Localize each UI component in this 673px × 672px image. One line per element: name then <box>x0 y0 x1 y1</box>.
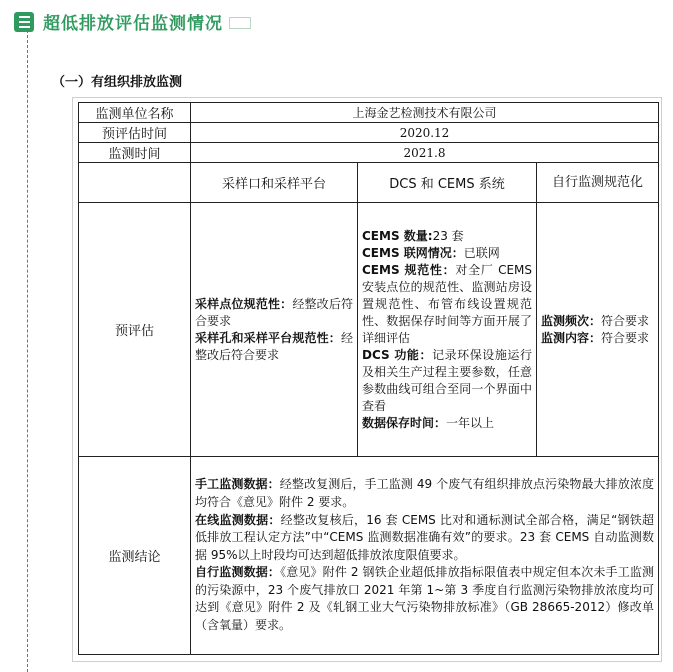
unit-value: 上海金艺检测技术有限公司 <box>191 103 659 123</box>
dcs-item-value: 一年以上 <box>446 415 495 430</box>
self-monitoring-item-value: 符合要求 <box>601 313 650 328</box>
self-monitoring-item <box>541 330 654 347</box>
conclusion-label: 监测结论 <box>79 457 191 655</box>
conclusion-paragraph <box>195 512 654 565</box>
pre-eval-time-label: 预评估时间 <box>79 123 191 143</box>
sampling-item-key: 采样孔和采样平台规范性： <box>195 330 341 345</box>
dcs-item-key: CEMS 联网情况： <box>362 245 464 260</box>
pre-eval-label: 预评估 <box>79 203 191 457</box>
dcs-cems-cell <box>358 203 537 457</box>
conclusion-cell <box>191 457 659 655</box>
col-header-sampling: 采样口和采样平台 <box>191 163 358 203</box>
conclusion-text: 经整改复核后，16 套 CEMS 比对和通标测试全部合格，满足“钢铁超低排放工程认定方法”中“CEMS 监测数据准确有效”的要求。23 套 CEMS 自动监测数据 95%以上时段均可达到超低排放浓度限值要求。 <box>195 512 655 562</box>
subsection-title: （一）有组织排放监测 <box>52 75 183 90</box>
self-monitoring-item <box>541 313 654 330</box>
title-decoration <box>229 17 251 29</box>
dcs-item-value: 对全厂 CEMS 安装点位的规范性、监测站房设置规范性、布管布线设置规范性、数据保存时间等方面开展了详细评估 <box>362 262 532 345</box>
sampling-item-value: 经整改后符合要求 <box>195 296 353 328</box>
conclusion-key: 在线监测数据： <box>195 512 281 527</box>
table-row <box>79 103 659 123</box>
table-row <box>79 203 659 457</box>
unit-label: 监测单位名称 <box>79 103 191 123</box>
dcs-item <box>362 262 532 347</box>
conclusion-text: 经整改复测后，手工监测 49 个废气有组织排放点污染物最大排放浓度均符合《意见》附件 2 要求。 <box>195 477 655 509</box>
self-monitoring-cell <box>537 203 659 457</box>
dcs-item-value: 23 套 <box>432 228 464 243</box>
sampling-item <box>195 296 353 330</box>
monitor-time-value: 2021.8 <box>191 143 659 163</box>
dcs-item-key: DCS 功能： <box>362 347 433 362</box>
self-monitoring-item-key: 监测频次： <box>541 313 602 328</box>
conclusion-paragraph <box>195 476 654 511</box>
conclusion-key: 自行监测数据： <box>195 565 281 580</box>
table-row <box>79 163 659 203</box>
dashed-guide-line <box>27 30 28 672</box>
dcs-item-key: 数据保存时间： <box>362 415 447 430</box>
section-title: 超低排放评估监测情况 <box>43 14 223 34</box>
conclusion-text: 《意见》附件 2 钢铁企业超低排放指标限值表中规定但本次未手工监测的污染源中，23 个废气排放口 2021 年第 1~第 3 季度自行监测污染物排放浓度均可达到《意见》附件 2 及《轧钢工业大气污染物排放标准》（GB 28665-2012）修改单（含氧量）要求。 <box>195 565 655 633</box>
dcs-item <box>362 245 532 262</box>
sampling-item <box>195 330 353 364</box>
sampling-cell <box>191 203 358 457</box>
conclusion-paragraph <box>195 564 654 634</box>
sampling-item-value: 经整改后符合要求 <box>195 330 353 362</box>
col-header-self-monitoring: 自行监测规范化 <box>537 163 659 203</box>
conclusion-key: 手工监测数据： <box>195 477 280 492</box>
table-row <box>79 123 659 143</box>
dcs-item <box>362 347 532 415</box>
self-monitoring-item-value: 符合要求 <box>601 330 650 345</box>
list-icon <box>14 12 34 32</box>
col-header-dcs: DCS 和 CEMS 系统 <box>358 163 537 203</box>
monitor-time-label: 监测时间 <box>79 143 191 163</box>
sampling-item-key: 采样点位规范性： <box>195 296 293 311</box>
dcs-item-key: CEMS 数量: <box>362 228 433 243</box>
dcs-item <box>362 228 532 245</box>
table-row <box>79 457 659 655</box>
table-row <box>79 143 659 163</box>
pre-eval-time-value: 2020.12 <box>191 123 659 143</box>
dcs-item-key: CEMS 规范性： <box>362 262 456 277</box>
dcs-item-value: 记录环保设施运行及相关生产过程主要参数，任意参数曲线可组合至同一个界面中查看 <box>362 347 532 413</box>
self-monitoring-item-key: 监测内容： <box>541 330 602 345</box>
section-header <box>14 9 251 34</box>
empty-header-cell <box>79 163 191 203</box>
dcs-item <box>362 415 532 432</box>
monitoring-table <box>78 102 659 655</box>
dcs-item-value: 已联网 <box>463 245 500 260</box>
